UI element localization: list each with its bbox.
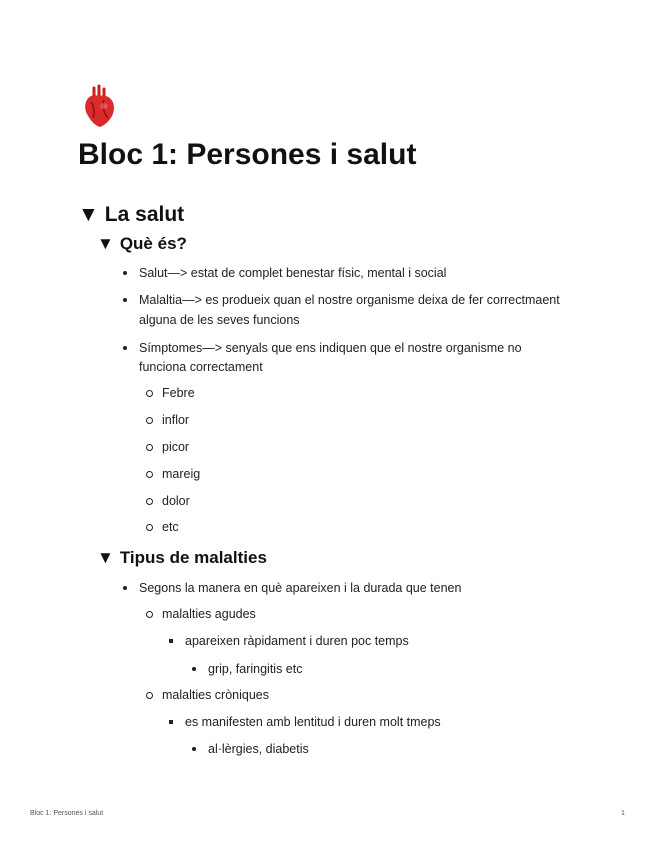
symptom-item: Febre (162, 383, 195, 403)
toggle-triangle-icon[interactable]: ▼ (97, 548, 114, 567)
footer-title: Bloc 1: Persones i salut (30, 810, 104, 817)
list-item: Símptomes—> senyals que ens indiquen que el nostre organisme no (139, 338, 522, 358)
page-number: 1 (621, 810, 625, 817)
page-title: Bloc 1: Persones i salut (78, 138, 417, 171)
toggle-heading-tipus-malalties[interactable] (97, 548, 267, 568)
symptom-item: etc (162, 517, 179, 537)
list-item-continuation: alguna de les seves funcions (139, 313, 300, 327)
symptom-item: dolor (162, 491, 190, 511)
toggle-triangle-icon[interactable]: ▼ (97, 234, 114, 253)
toggle-heading-que-es[interactable] (97, 234, 187, 254)
toggle-heading-la-salut[interactable] (78, 203, 184, 227)
heading-label: Què és? (119, 234, 187, 253)
toggle-triangle-icon[interactable]: ▼ (78, 203, 99, 226)
list-item: malalties agudes (162, 604, 256, 624)
list-item: Segons la manera en què apareixen i la durada que tenen (139, 578, 461, 598)
heading-label: Tipus de malalties (119, 548, 267, 567)
list-item: Malaltia—> es produeix quan el nostre organisme deixa de fer correctmaent (139, 290, 560, 310)
list-item: malalties cròniques (162, 685, 269, 705)
symptom-item: picor (162, 437, 189, 457)
symptom-item: inflor (162, 410, 189, 430)
list-item: apareixen ràpidament i duren poc temps (185, 631, 409, 651)
list-item: es manifesten amb lentitud i duren molt tmeps (185, 712, 441, 732)
list-item: grip, faringitis etc (208, 659, 302, 679)
list-item: Salut—> estat de complet benestar físic, mental i social (139, 263, 446, 283)
heading-label: La salut (104, 203, 185, 226)
list-item: al·lèrgies, diabetis (208, 739, 309, 759)
anatomical-heart-icon (82, 84, 116, 128)
symptom-item: mareig (162, 464, 200, 484)
list-item-continuation: funciona correctament (139, 360, 263, 374)
